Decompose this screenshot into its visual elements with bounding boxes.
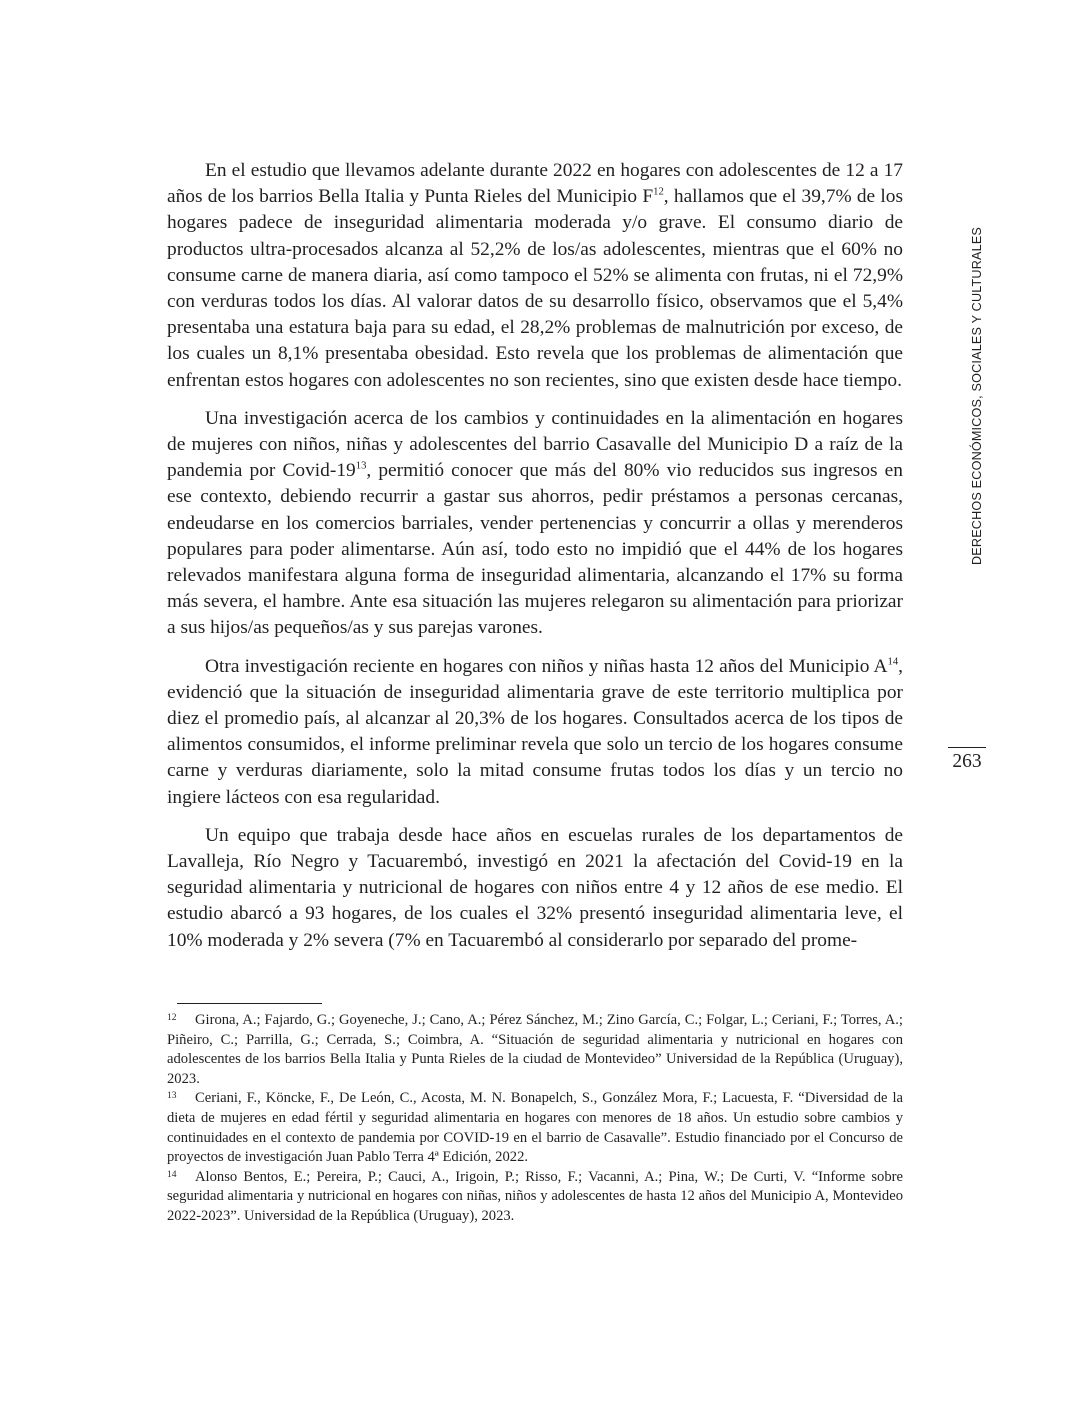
paragraph-text: Otra investigación reciente en hogares con niños y niñas hasta 12 años del Municipio A [205, 655, 888, 677]
footnote-text: Ceriani, F., Köncke, F., De León, C., Acosta, M. N. Bonapelch, S., González Mora, F.; Lacuesta, F. “Diversidad de la dieta de mujeres en edad fértil y seguridad alimentaria en hogares con menores de 18 años. Un estudio sobre cambios y continuidades en el contexto de pandemia por COVID-19 en el barrio de Casavalle”. Estudio financiado por el Concurso de proyectos de investigación Juan Pablo Terra 4ª Edición, 2022. [167, 1090, 903, 1166]
page-number: 263 [948, 747, 986, 773]
footnote [167, 1089, 903, 1167]
paragraph-text: , permitió conocer que más del 80% vio reducidos sus ingresos en ese contexto, debiendo recurrir a gastar sus ahorros, pedir préstamos a personas cercanas, endeudarse en los comercios barriales, vender pertenencias y concurrir a ollas y merenderos populares para poder alimentarse. Aún así, todo esto no impidió que el 44% de los hogares relevados manifestara alguna forma de inseguridad alimentaria, alcanzando el 17% su forma más severa, el hambre. Ante esa situación las mujeres relegaron su alimentación para priorizar a sus hijos/as pequeños/as y sus parejas varones. [167, 460, 903, 639]
footnote-text: Alonso Bentos, E.; Pereira, P.; Cauci, A., Irigoin, P.; Risso, F.; Vacanni, A.; Pina, W.; De Curti, V. “Informe sobre seguridad alimentaria y nutricional en hogares con niñas, niños y adolescentes de hasta 12 años del Municipio A, Montevideo 2022-2023”. Universidad de la República (Uruguay), 2023. [167, 1168, 903, 1224]
footnote [167, 1168, 903, 1227]
section-running-title: DERECHOS ECONÓMICOS, SOCIALES Y CULTURALES [970, 226, 984, 565]
paragraph-text: Un equipo que trabaja desde hace años en escuelas rurales de los departamentos de Lavalleja, Río Negro y Tacuarembó, investigó en 2021 la afectación del Covid-19 en la seguridad alimentaria y nutricional de hogares con niños entre 4 y 12 años de ese medio. El estudio abarcó a 93 hogares, de los cuales el 32% presentó inseguridad alimentaria leve, el 10% moderada y 2% severa (7% en Tacuarembó al considerarlo por separado del prome- [167, 824, 903, 951]
paragraph-text: , evidenció que la situación de inseguridad alimentaria grave de este territorio multiplica por diez el promedio país, al alcanzar al 20,3% de los hogares. Consultados acerca de los tipos de alimentos consumidos, el informe preliminar revela que solo un tercio de los hogares consume carne y verduras diariamente, solo la mitad consume frutas todos los días y un tercio no ingiere lácteos con esa regularidad. [167, 655, 903, 808]
paragraph-text: , hallamos que el 39,7% de los hogares padece de inseguridad alimentaria moderada y/o grave. El consumo diario de productos ultra-procesados alcanza al 52,2% de los/as adolescentes, mientras que el 60% no consume carne de manera diaria, así como tampoco el 52% se alimenta con frutas, ni el 72,9% con verduras todos los días. Al valorar datos de su desarrollo físico, observamos que el 5,4% presentaba una estatura baja para su edad, el 28,2% problemas de malnutrición por exceso, de los cuales un 8,1% presentaba obesidad. Esto revela que los problemas de alimentación que enfrentan estos hogares con adolescentes no son recientes, sino que existen desde hace tiempo. [167, 186, 904, 391]
footnote-number: 14 [167, 1169, 177, 1180]
paragraph [167, 654, 903, 811]
paragraph-text: En el estudio que llevamos adelante durante 2022 en hogares con adolescentes de 12 a 17 años de los barrios Bella Italia y Punta Rieles del Municipio F [167, 160, 903, 208]
footnote-separator [177, 1003, 322, 1004]
footnote-ref[interactable]: 13 [355, 459, 367, 472]
footnotes [167, 1011, 903, 1227]
footnote-number: 12 [167, 1013, 177, 1023]
paragraph [167, 823, 903, 954]
paragraph [167, 406, 903, 642]
footnote-number: 13 [167, 1091, 177, 1102]
body-text [167, 158, 903, 954]
footnote-text: Girona, A.; Fajardo, G.; Goyeneche, J.; Cano, A.; Pérez Sánchez, M.; Zino García, C.; Folgar, L.; Ceriani, F.; Torres, A.; Piñeiro, C.; Parrilla, G.; Cerrada, S.; Coimbra, A. “Situación de seguridad alimentaria y nutricional en hogares con adolescentes de los barrios Bella Italia y Punta Rieles de la ciudad de Montevideo” Universidad de la República (Uruguay), 2023. [167, 1012, 903, 1087]
footnote-ref[interactable]: 12 [653, 185, 664, 198]
footnote [167, 1011, 903, 1089]
paragraph-text: Una investigación acerca de los cambios y continuidades en la alimentación en hogares de mujeres con niños, niñas y adolescentes del barrio Casavalle del Municipio D a raíz de la pandemia por Covid-19 [167, 407, 903, 482]
footnote-ref[interactable]: 14 [887, 655, 899, 668]
paragraph [167, 158, 903, 394]
